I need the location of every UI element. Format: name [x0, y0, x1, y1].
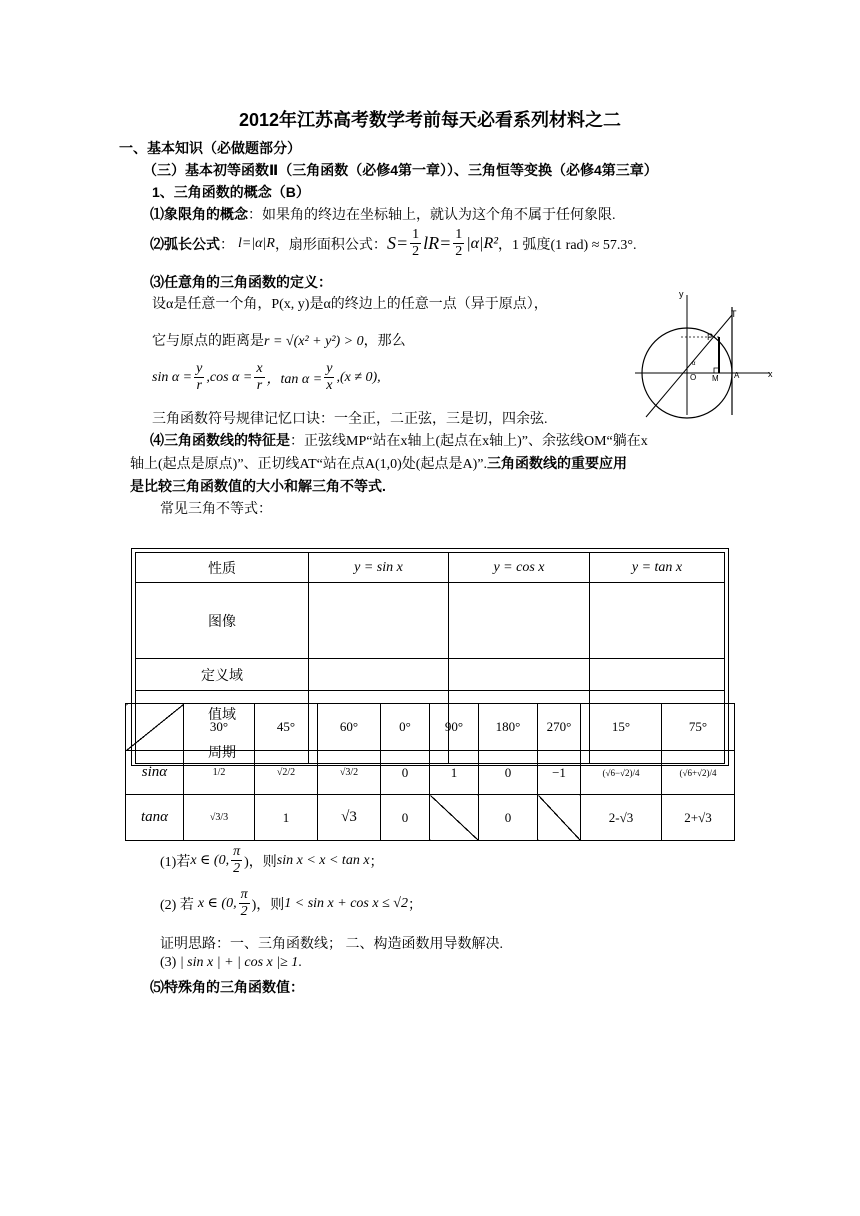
- subsection-heading-text: （三）基本初等函数Ⅱ（三角函数（必修4第一章））、三角恒等变换（必修4第三章）: [143, 162, 658, 178]
- point-m-label: M: [712, 374, 719, 383]
- trig-lines-application: 是比较三角函数值的大小和解三角不等式.: [130, 478, 386, 494]
- origin-label: O: [690, 373, 697, 382]
- cos-den: r: [256, 378, 263, 393]
- corner-cell: [126, 704, 184, 751]
- ineq2-then: )，则: [251, 897, 285, 913]
- trig-lines-paragraph-2: [130, 453, 627, 473]
- tan-def-label: ，tan α =: [266, 371, 323, 387]
- angle-60: 60°: [318, 704, 381, 751]
- row-graph-label: 图像: [136, 583, 309, 659]
- sin-def-label: sin α =: [152, 369, 193, 385]
- row-domain-label: 定义域: [136, 659, 309, 691]
- tan-row-label: tanα: [126, 795, 184, 841]
- angle-90: 90°: [430, 704, 479, 751]
- angle-270: 270°: [538, 704, 581, 751]
- sector-area-lr: lR=: [423, 233, 452, 253]
- tan-15: 2-√3: [581, 795, 662, 841]
- inequality-1: [160, 845, 384, 876]
- header-cos: y = cos x: [449, 553, 590, 583]
- sin-den: r: [196, 378, 202, 393]
- pi-num-2: π: [240, 887, 248, 902]
- cell: [449, 659, 590, 691]
- special-angles-table: [125, 703, 735, 841]
- subsection-heading: [143, 160, 658, 180]
- tan-180: 0: [479, 795, 538, 841]
- tan-condition: ,(x ≠ 0),: [336, 369, 381, 385]
- trig-lines-body-1: ：正弦线MP“站在x轴上(起点在x轴上)”、余弦线OM“躺在x: [290, 434, 648, 449]
- page-title: 2012年江苏高考数学考前每天必看系列材料之二: [238, 110, 622, 130]
- trig-lines-paragraph-1: [150, 430, 648, 450]
- row-range-label: 值域: [208, 708, 236, 723]
- row-period-label: 周期: [208, 746, 236, 761]
- ineq2-end: ；: [407, 897, 422, 913]
- sin-row-label: sinα: [126, 751, 184, 795]
- angle-180: 180°: [479, 704, 538, 751]
- trig-definitions: [152, 362, 381, 393]
- angle-alpha-label: α: [692, 361, 696, 367]
- distance-formula: r = √(x² + y²) > 0: [264, 334, 364, 349]
- cell: [449, 583, 590, 659]
- ineq1-statement: sin x < x < tan x: [276, 852, 370, 868]
- tan-270-undefined: [538, 795, 581, 841]
- ineq1-end: ；: [369, 854, 384, 870]
- sin-60: √3/2: [318, 751, 381, 795]
- angle-15: 15°: [581, 704, 662, 751]
- distance-then: ，那么: [363, 334, 406, 349]
- angle-45: 45°: [255, 704, 318, 751]
- topic-heading: 1、三角函数的概念（B）: [152, 184, 310, 200]
- half-denominator: 2: [412, 244, 420, 259]
- half-numerator: 1: [412, 227, 420, 242]
- common-inequalities-label: 常见三角不等式：: [160, 502, 272, 517]
- ineq3-prefix: (3): [160, 955, 177, 970]
- tan-den: x: [326, 378, 333, 393]
- pi-den: 2: [233, 861, 241, 876]
- tan-0: 0: [381, 795, 430, 841]
- cell: [590, 659, 725, 691]
- sin-180: 0: [479, 751, 538, 795]
- paragraph-arc-length: ⑵弧长公式 ： l=|α|R ，扇形面积公式： S= $\frac{1}{2}$ lR= $\frac{1}{2}$ |α|R² ，1 弧度(1 rad) ≈ 57.3°.: [150, 227, 637, 259]
- paragraph-quadrant: [150, 204, 616, 224]
- arc-length-head: ⑵弧长公式: [150, 235, 220, 252]
- sin-90: 1: [430, 751, 479, 795]
- special-angles-heading: ⑸特殊角的三角函数值：: [150, 979, 304, 995]
- sin-0: 0: [381, 751, 430, 795]
- cell: [309, 583, 449, 659]
- sector-area-label: ，扇形面积公式：: [274, 237, 387, 253]
- trig-lines-importance: 三角函数线的重要应用: [486, 455, 627, 471]
- cell: [309, 659, 449, 691]
- header-sin: y = sin x: [309, 553, 449, 583]
- angle-75: 75°: [662, 704, 735, 751]
- cos-def-label: ,cos α =: [206, 369, 253, 385]
- tan-num: y: [326, 361, 333, 376]
- point-p-label: P: [707, 332, 714, 342]
- half-denominator-2: 2: [455, 244, 463, 259]
- sin-75: (√6+√2)/4: [662, 751, 735, 795]
- paragraph-quadrant-head: ⑴象限角的概念: [150, 206, 248, 222]
- section-heading: 一、基本知识（必做题部分）: [119, 140, 301, 156]
- definition-line-2: [152, 330, 406, 350]
- sin-15: (√6−√2)/4: [581, 751, 662, 795]
- distance-text: 它与原点的距离是: [152, 334, 264, 349]
- trig-lines-body-2: 轴上(起点是原点)”、正切线AT“站在点A(1,0)处(起点是A)”.: [130, 457, 487, 472]
- paragraph-definition-head: ⑶任意角的三角函数的定义：: [150, 274, 332, 290]
- arc-length-formula: l=|α|R: [238, 235, 275, 251]
- ineq2-set: x ∈ (0,: [197, 896, 237, 911]
- sin-30: 1/2: [184, 751, 255, 795]
- ineq2-statement: 1 < sin x + cos x ≤ √2: [284, 895, 408, 911]
- half-numerator-2: 1: [455, 227, 463, 242]
- tan-45: 1: [255, 795, 318, 841]
- cell: [590, 583, 725, 659]
- y-axis-label: y: [679, 289, 684, 299]
- unit-circle-diagram: [630, 285, 780, 420]
- point-a-label: A: [734, 371, 740, 380]
- radian-conversion: ，1 弧度(1 rad) ≈ 57.3°.: [498, 237, 637, 253]
- point-t-label: T: [731, 309, 737, 319]
- sign-mnemonic: 三角函数符号规律记忆口诀：一全正，二正弦，三是切，四余弦.: [152, 412, 548, 427]
- definition-line-1: 设α是任意一个角，P(x, y)是α的终边上的任意一点（异于原点），: [152, 297, 548, 312]
- cos-num: x: [256, 361, 263, 376]
- sector-area-alpha: |α|R²: [466, 234, 499, 252]
- sector-area-s: S=: [386, 233, 409, 253]
- inequality-2: [160, 888, 422, 919]
- tan-75: 2+√3: [662, 795, 735, 841]
- ineq1-prefix: (1)若: [160, 854, 191, 870]
- paragraph-quadrant-body: ：如果角的终边在坐标轴上，就认为这个角不属于任何象限.: [248, 208, 616, 223]
- angle-0: 0°: [381, 704, 430, 751]
- sin-num: y: [196, 361, 203, 376]
- tan-30: √3/3: [184, 795, 255, 841]
- pi-den-2: 2: [240, 904, 248, 919]
- trig-lines-head: ⑷三角函数线的特征是: [150, 432, 290, 448]
- ineq1-then: )，则: [244, 854, 277, 870]
- ineq3-end: .: [298, 955, 302, 970]
- ineq1-set: x ∈ (0,: [190, 853, 230, 868]
- header-tan: y = tan x: [590, 553, 725, 583]
- tan-90-undefined: [430, 795, 479, 841]
- x-axis-label: x: [768, 369, 773, 379]
- header-property: 性质: [136, 553, 309, 583]
- proof-hint: 证明思路：一、三角函数线； 二、构造函数用导数解决.: [160, 937, 503, 952]
- angle-30: 30°: [184, 704, 255, 751]
- pi-num: π: [233, 844, 241, 859]
- ineq3-statement: | sin x | + | cos x |≥ 1: [179, 955, 299, 970]
- sin-45: √2/2: [255, 751, 318, 795]
- tan-60: √3: [318, 795, 381, 841]
- sin-270: −1: [538, 751, 581, 795]
- inequality-3: [160, 955, 302, 971]
- ineq2-prefix: (2) 若: [160, 897, 194, 913]
